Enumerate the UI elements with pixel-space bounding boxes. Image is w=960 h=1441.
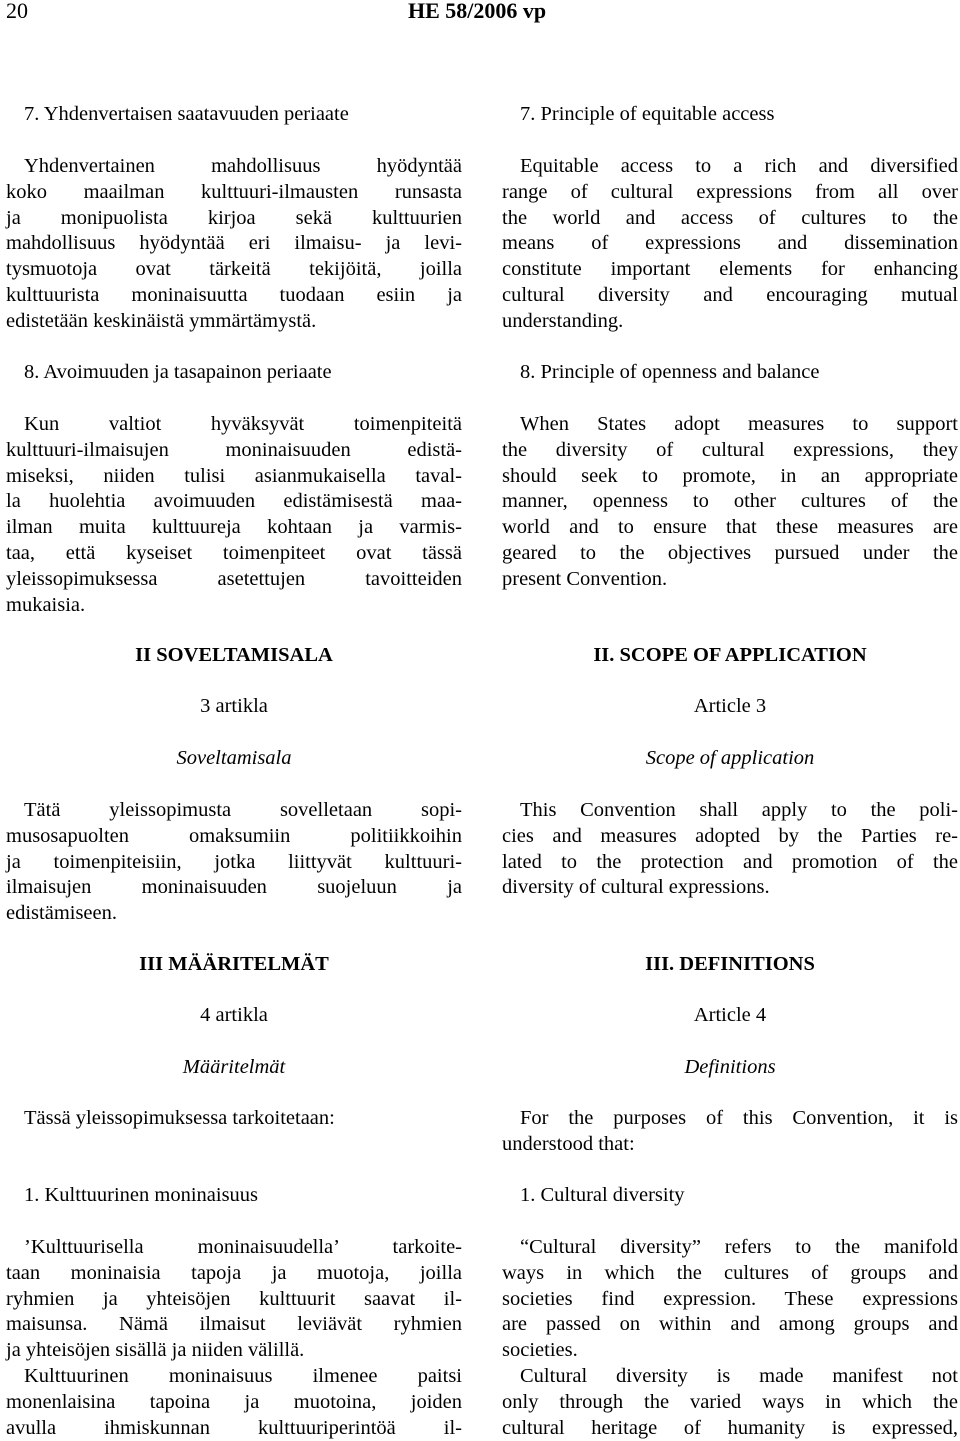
fi-article3-heading: Soveltamisala — [176, 747, 292, 769]
en-section8-body — [502, 412, 958, 593]
fi-article3-label: 3 artikla — [200, 695, 268, 717]
text-line: lated to the protection and promotion of the — [502, 850, 958, 873]
en-definition1-body-b — [502, 1364, 958, 1441]
fi-section7-body — [6, 154, 462, 335]
fi-definition1-body-a — [6, 1235, 462, 1364]
text-line: cultural heritage of humanity is expressed, — [502, 1416, 958, 1439]
fi-article4-intro: Tässä yleissopimuksessa tarkoitetaan: — [24, 1107, 335, 1129]
text-line: Tätä yleissopimusta sovelletaan sopi- — [24, 799, 462, 821]
en-article3-body — [502, 798, 958, 901]
fi-article4-label: 4 artikla — [200, 1004, 268, 1026]
text-line: Kulttuurinen moninaisuus ilmenee paitsi — [24, 1365, 462, 1387]
text-line: edistetään keskinäistä ymmärtämystä. — [6, 309, 317, 332]
text-line: Yhdenvertainen mahdollisuus hyödyntää — [24, 155, 462, 177]
text-line: edistämiseen. — [6, 902, 118, 925]
text-line: la huolehtia avoimuuden edistämisestä maa- — [6, 490, 462, 513]
text-line: Kun valtiot hyväksyvät toimenpiteitä — [24, 413, 462, 435]
fi-part3-title: III MÄÄRITELMÄT — [139, 953, 329, 975]
text-line: manner, openness to other cultures of the — [502, 490, 958, 513]
en-article4-intro — [502, 1106, 958, 1158]
text-line: the world and access of cultures to the — [502, 206, 958, 229]
text-line: present Convention. — [502, 567, 668, 590]
en-section8-title: 8. Principle of openness and balance — [520, 361, 820, 383]
text-line: kulttuurista moninaisuutta tuodaan esiin ja — [6, 283, 462, 306]
text-line: monenlaisina tapoina ja muotoina, joiden — [6, 1390, 462, 1413]
document-id: HE 58/2006 vp — [408, 0, 547, 23]
fi-definition1-body-b — [6, 1364, 462, 1441]
text-line: tysmuotoja ovat tärkeitä tekijöitä, joilla — [6, 258, 462, 281]
text-line: mahdollisuus hyödyntää eri ilmaisu- ja levi- — [6, 232, 462, 255]
text-line: maisunsa. Nämä ilmaisut leviävät ryhmien — [6, 1313, 462, 1336]
text-line: ilmaisujen moninaisuuden suojeluun ja — [6, 876, 462, 899]
en-article3-heading: Scope of application — [645, 747, 815, 769]
text-line: understanding. — [502, 309, 624, 332]
en-definition1-body-a — [502, 1235, 958, 1364]
text-line: taan moninaisia tapoja ja muotoja, joilla — [6, 1261, 462, 1284]
text-line: musosapuolten omaksumiin politiikkoihin — [6, 824, 462, 847]
text-line: range of cultural expressions from all over — [502, 180, 958, 203]
text-line: the diversity of cultural expressions, they — [502, 438, 958, 461]
text-line: ja yhteisöjen sisällä ja niiden välillä. — [6, 1339, 305, 1362]
text-line: societies. — [502, 1339, 578, 1362]
text-line: understood that: — [502, 1132, 635, 1155]
text-line: miseksi, niiden tulisi asianmukaisella taval- — [6, 464, 462, 487]
en-part3-title: III. DEFINITIONS — [645, 953, 815, 975]
text-line: kulttuuri-ilmaisujen moninaisuuden edistä- — [6, 438, 462, 461]
text-line: geared to the objectives pursued under the — [502, 541, 958, 564]
text-line: “Cultural diversity” refers to the manifold — [520, 1236, 958, 1258]
fi-article3-body — [6, 798, 462, 927]
text-line: diversity of cultural expressions. — [502, 876, 770, 899]
text-line: Equitable access to a rich and diversified — [520, 155, 958, 177]
en-part2-title: II. SCOPE OF APPLICATION — [593, 644, 867, 666]
text-line: When States adopt measures to support — [520, 413, 958, 435]
text-line: ja toimenpiteisiin, jotka liittyvät kulttuuri- — [6, 850, 462, 873]
en-article4-label: Article 4 — [693, 1004, 767, 1026]
fi-part2-title: II SOVELTAMISALA — [135, 644, 333, 666]
page-number: 20 — [6, 0, 28, 23]
text-line: societies find expression. These expressions — [502, 1287, 958, 1310]
finnish-column — [6, 0, 462, 1440]
text-line: ja monipuolista kirjoa sekä kulttuurien — [6, 206, 462, 229]
text-line: means of expressions and dissemination — [502, 232, 958, 255]
text-line: only through the varied ways in which the — [502, 1390, 958, 1413]
text-line: yleissopimuksessa asetettujen tavoitteiden — [6, 567, 462, 590]
en-article3-label: Article 3 — [693, 695, 767, 717]
text-line: ryhmien ja yhteisöjen kulttuurit saavat il- — [6, 1287, 462, 1310]
fi-section8-title: 8. Avoimuuden ja tasapainon periaate — [24, 361, 332, 383]
text-line: should seek to promote, in an appropriate — [502, 464, 958, 487]
text-line: mukaisia. — [6, 593, 86, 616]
text-line: world and to ensure that these measures are — [502, 516, 958, 539]
text-line: ’Kulttuurisella moninaisuudella’ tarkoite- — [24, 1236, 462, 1258]
text-line: avulla ihmiskunnan kulttuuriperintöä il- — [6, 1416, 462, 1439]
fi-section8-body — [6, 412, 462, 618]
text-line: cultural diversity and encouraging mutual — [502, 283, 958, 306]
en-definition1-title: 1. Cultural diversity — [520, 1184, 685, 1206]
text-line: ways in which the cultures of groups and — [502, 1261, 958, 1284]
fi-definition1-title: 1. Kulttuurinen moninaisuus — [24, 1184, 259, 1206]
text-line: This Convention shall apply to the poli- — [520, 799, 958, 821]
text-line: ilman muita kulttuureja kohtaan ja varmis- — [6, 516, 462, 539]
text-line: cies and measures adopted by the Parties re- — [502, 824, 958, 847]
text-line: constitute important elements for enhancing — [502, 258, 958, 281]
text-line: are passed on within and among groups and — [502, 1313, 958, 1336]
text-line: For the purposes of this Convention, it is — [520, 1107, 958, 1129]
english-column — [502, 0, 958, 1440]
text-line: Cultural diversity is made manifest not — [520, 1365, 958, 1387]
fi-article4-heading: Määritelmät — [182, 1056, 286, 1078]
text-line: koko maailman kulttuuri-ilmausten runsasta — [6, 180, 462, 203]
en-section7-body — [502, 154, 958, 335]
en-article4-heading: Definitions — [684, 1056, 776, 1078]
fi-section7-title: 7. Yhdenvertaisen saatavuuden periaate — [24, 103, 349, 125]
text-line: taa, että kyseiset toimenpiteet ovat tässä — [6, 541, 462, 564]
en-section7-title: 7. Principle of equitable access — [520, 103, 775, 125]
